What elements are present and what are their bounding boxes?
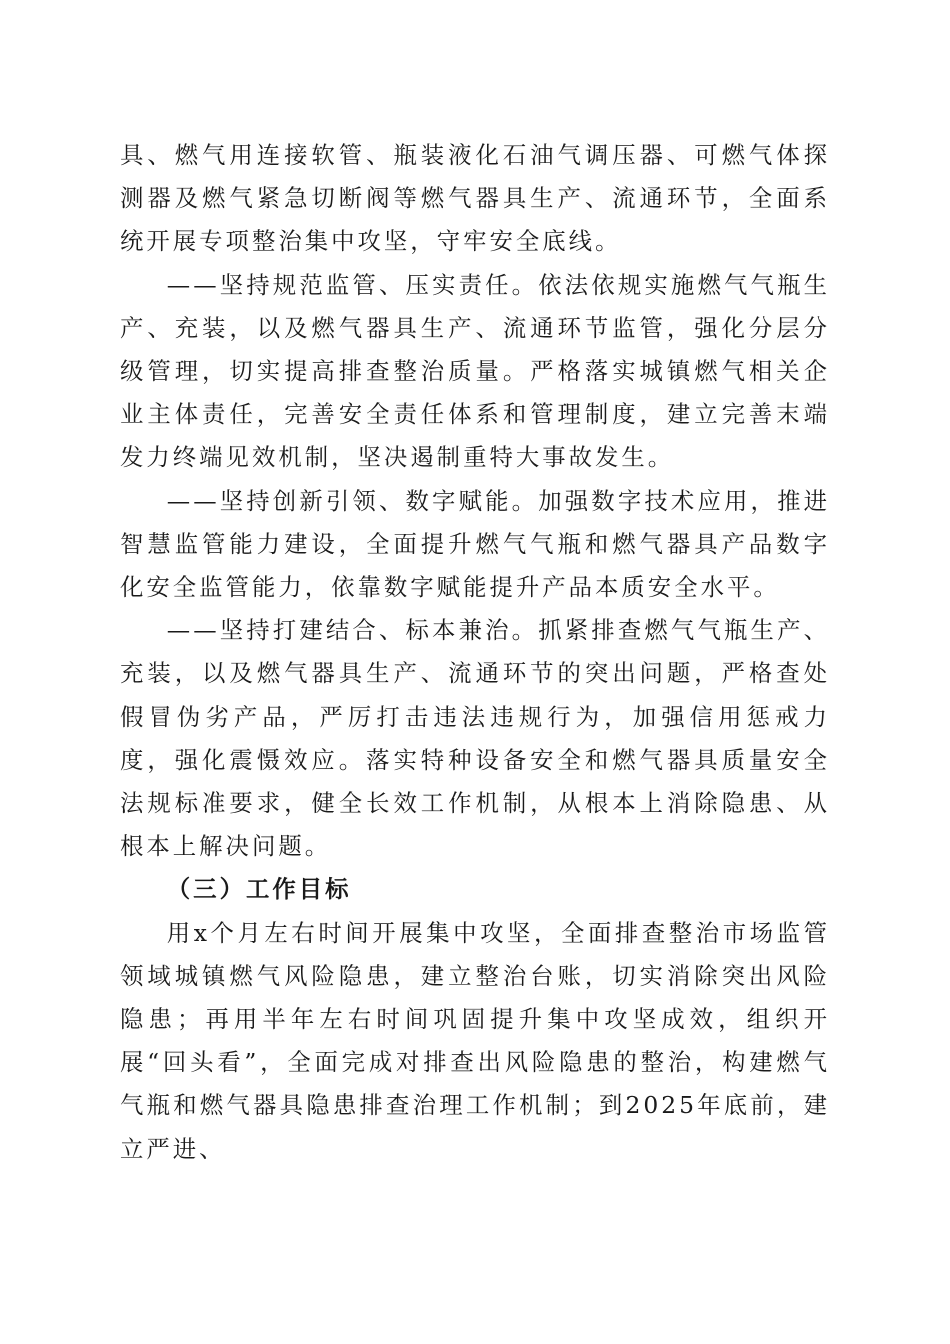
paragraph-principle-innovation: ——坚持创新引领、数字赋能。加强数字技术应用，推进智慧监管能力建设，全面提升燃气气瓶和燃气器具产品数字化安全监管能力，依靠数字赋能提升产品本质安全水平。 [120,486,830,602]
paragraph-principle-combination: ——坚持打建结合、标本兼治。抓紧排查燃气气瓶生产、充装，以及燃气器具生产、流通环节的突出问题，严格查处假冒伪劣产品，严厉打击违法违规行为，加强信用惩戒力度，强化震慑效应。落实特种设备安全和燃气器具质量安全法规标准要求，健全长效工作机制，从根本上消除隐患、从根本上解决问题。 [120,616,830,861]
paragraph-continuation: 具、燃气用连接软管、瓶装液化石油气调压器、可燃气体探测器及燃气紧急切断阀等燃气器具生产、流通环节，全面系统开展专项整治集中攻坚，守牢安全底线。 [120,141,830,256]
document-page [120,134,830,1171]
paragraph-principle-regulation: ——坚持规范监管、压实责任。依法依规实施燃气气瓶生产、充装，以及燃气器具生产、流通环节监管，强化分层分级管理，切实提高排查整治质量。严格落实城镇燃气相关企业主体责任，完善安全责任体系和管理制度，建立完善末端发力终端见效机制，坚决遏制重特大事故发生。 [120,270,830,472]
section-heading-work-goals: （三）工作目标 [166,875,352,904]
paragraph-work-goals: 用x个月左右时间开展集中攻坚，全面排查整治市场监管领域城镇燃气风险隐患，建立整治台账，切实消除突出风险隐患；再用半年左右时间巩固提升集中攻坚成效，组织开展“回头看”，全面完成对排查出风险隐患的整治，构建燃气气瓶和燃气器具隐患排查治理工作机制；到2025年底前，建立严进、 [120,918,830,1163]
